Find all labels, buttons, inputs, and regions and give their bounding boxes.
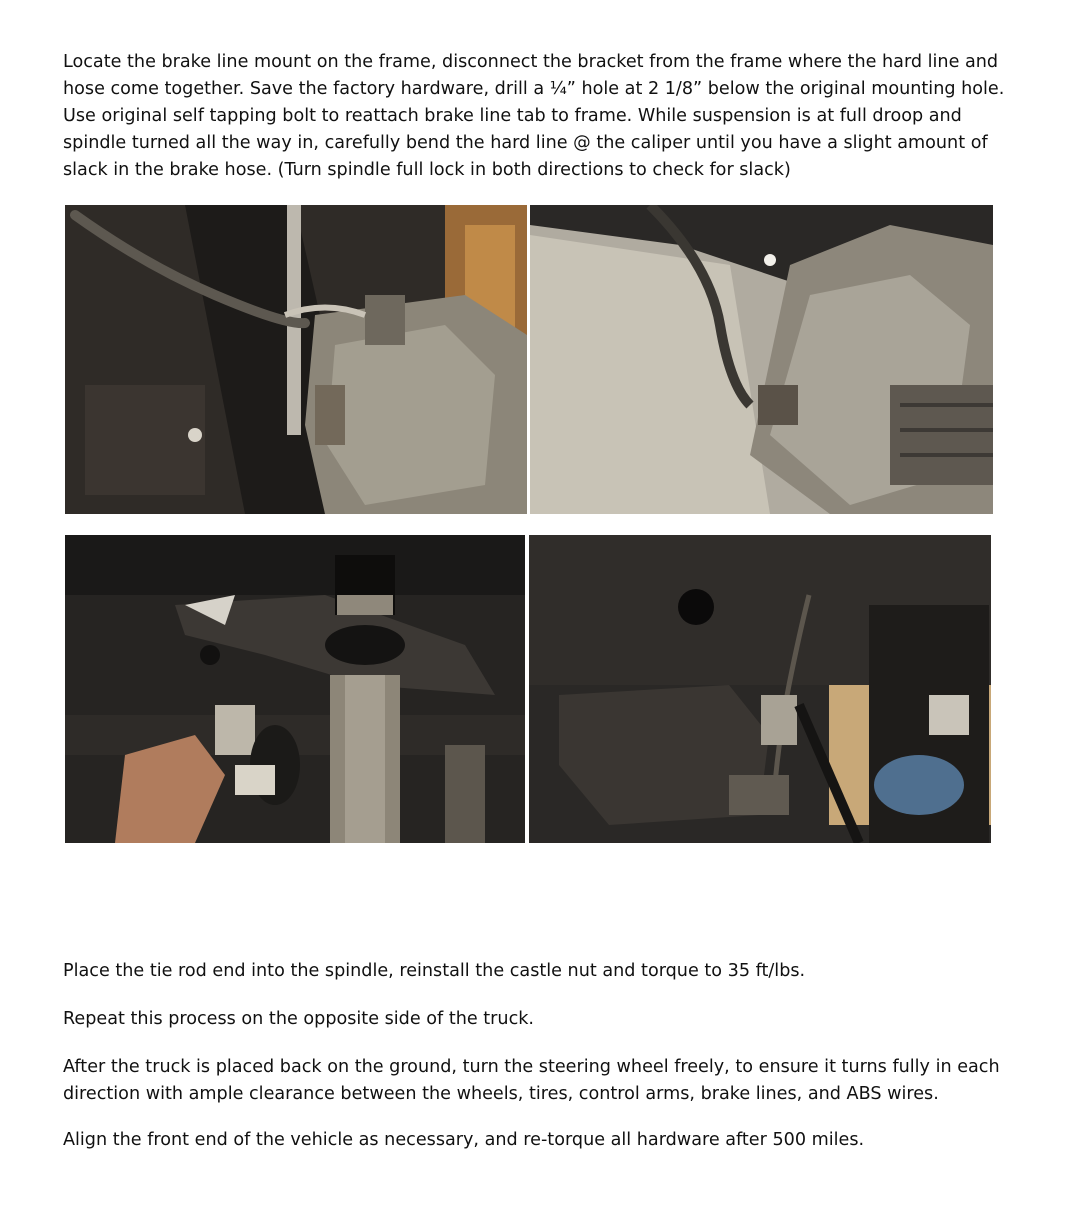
instruction-repeat: Repeat this process on the opposite side of the truck.	[63, 1009, 535, 1029]
photo-brake-line-bracket-frame	[529, 535, 991, 843]
instruction-brake-line-mount: Locate the brake line mount on the frame, disconnect the bracket from the frame where the hard line and hose come together. Save the factory hardware, drill a ¼” hole at 2 1/8” below the original mounting hole. Use original self tapping bolt to reattach brake line tab to frame. While suspension is at full droop and spindle turned all the way in, carefully bend the hard line @ the caliper until you have a slight amount of slack in the brake hose. (Turn spindle full lock in both directions to check for slack)	[63, 52, 1005, 180]
instruction-alignment: Align the front end of the vehicle as necessary, and re-torque all hardware after 500 miles.	[63, 1130, 865, 1150]
photo-spindle-control-arm	[65, 535, 525, 843]
instruction-tie-rod: Place the tie rod end into the spindle, reinstall the castle nut and torque to 35 ft/lbs.	[63, 961, 806, 981]
photo-brake-hose-caliper	[65, 205, 527, 514]
instruction-steering-check: After the truck is placed back on the ground, turn the steering wheel freely, to ensure it turns fully in each direction with ample clearance between the wheels, tires, control arms, brake lines, and ABS wires.	[63, 1057, 1000, 1104]
photo-caliper-hard-line	[530, 205, 993, 514]
